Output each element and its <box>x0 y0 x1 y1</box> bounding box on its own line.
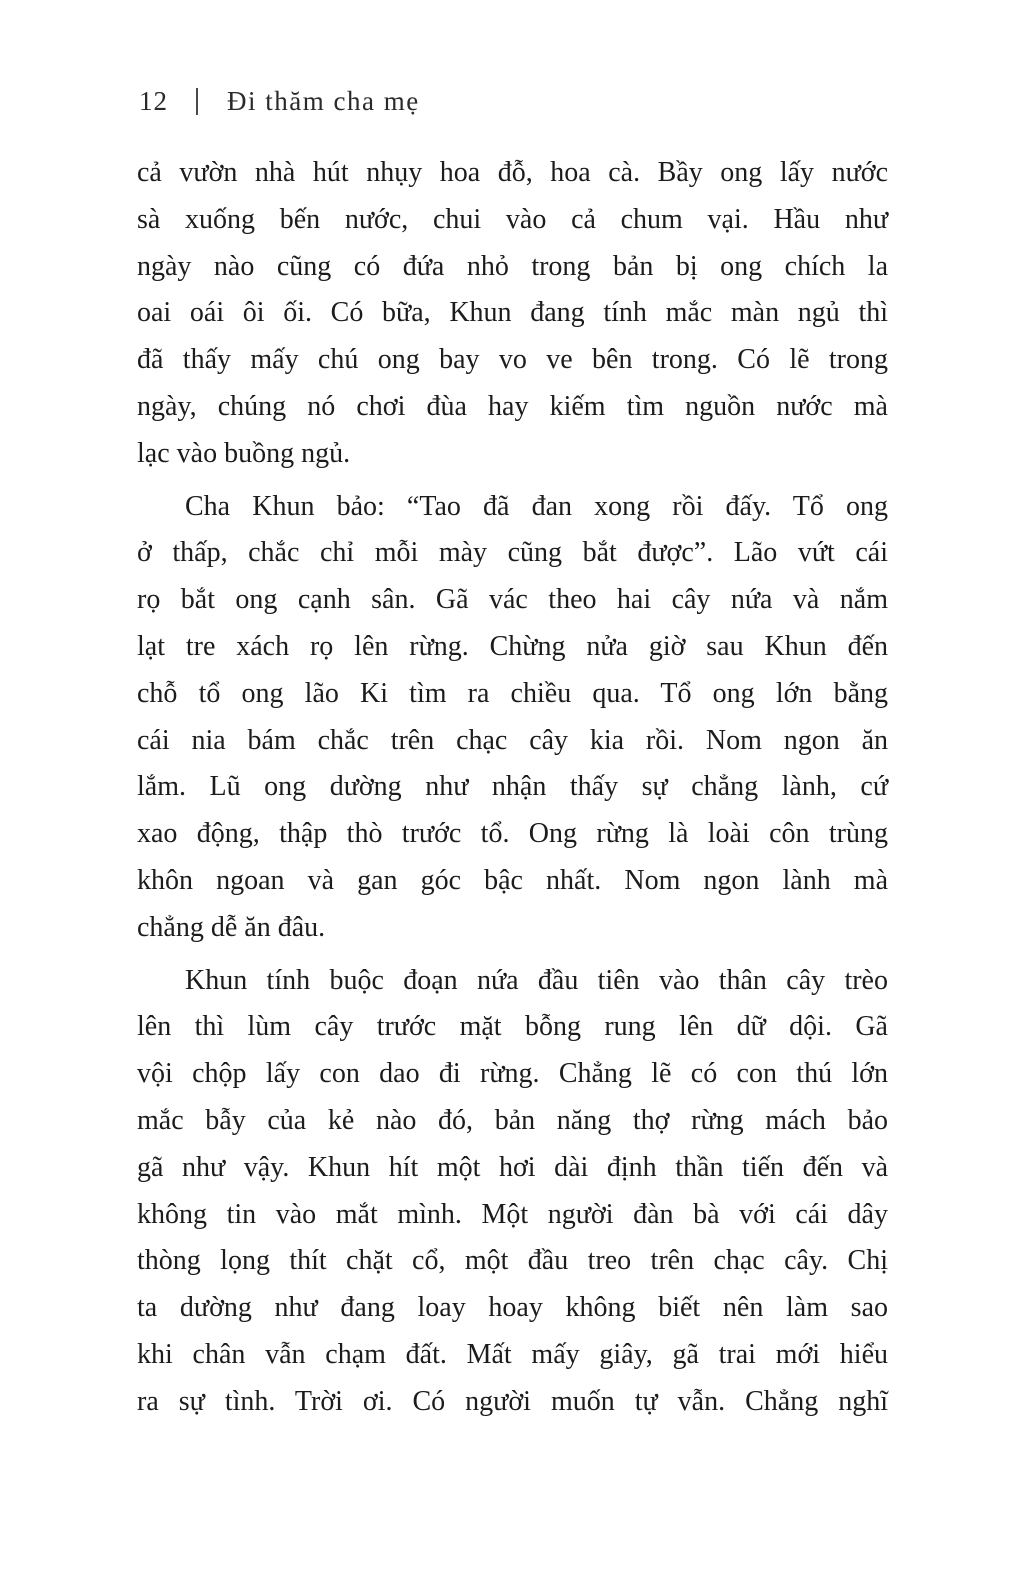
running-header <box>139 86 420 117</box>
text-line: không tin vào mắt mình. Một người đàn bà với cái dây <box>137 1198 888 1230</box>
text-line: ra sự tình. Trời ơi. Có người muốn tự vẫn. Chẳng nghĩ <box>137 1385 888 1417</box>
text-line: cái nia bám chắc trên chạc cây kia rồi. Nom ngon ăn <box>137 724 888 756</box>
page-number: 12 <box>139 86 168 116</box>
text-line: khôn ngoan và gan góc bậc nhất. Nom ngon lành mà <box>137 864 888 896</box>
paragraph <box>137 150 888 478</box>
text-line: cả vườn nhà hút nhụy hoa đỗ, hoa cà. Bầy ong lấy nước <box>137 157 888 188</box>
text-line: mắc bẫy của kẻ nào đó, bản năng thợ rừng mách bảo <box>137 1104 888 1136</box>
text-line: Cha Khun bảo: “Tao đã đan xong rồi đấy. Tổ ong <box>185 490 888 522</box>
text-line: rọ bắt ong cạnh sân. Gã vác theo hai cây nứa và nắm <box>137 584 888 616</box>
text-line: Khun tính buộc đoạn nứa đầu tiên vào thân cây trèo <box>185 964 888 996</box>
text-line: gã như vậy. Khun hít một hơi dài định thần tiến đến và <box>137 1151 888 1183</box>
text-line: oai oái ôi ối. Có bữa, Khun đang tính mắc màn ngủ thì <box>137 297 888 329</box>
text-line: đã thấy mấy chú ong bay vo ve bên trong. Có lẽ trong <box>137 344 888 376</box>
paragraph <box>137 484 888 952</box>
text-line: khi chân vẫn chạm đất. Mất mấy giây, gã trai mới hiểu <box>137 1338 888 1370</box>
body-text <box>137 150 888 1426</box>
text-line: vội chộp lấy con dao đi rừng. Chẳng lẽ có con thú lớn <box>137 1058 888 1090</box>
text-line: lên thì lùm cây trước mặt bỗng rung lên dữ dội. Gã <box>137 1011 888 1043</box>
text-line: chỗ tổ ong lão Ki tìm ra chiều qua. Tổ ong lớn bằng <box>137 677 888 709</box>
text-line: lạc vào buồng ngủ. <box>137 437 351 469</box>
text-line: lạt tre xách rọ lên rừng. Chừng nửa giờ sau Khun đến <box>137 630 888 662</box>
text-line: ta dường như đang loay hoay không biết nên làm sao <box>137 1292 888 1324</box>
running-title: Đi thăm cha mẹ <box>227 86 420 116</box>
text-line: sà xuống bến nước, chui vào cả chum vại. Hầu như <box>137 203 888 235</box>
text-line: xao động, thập thò trước tổ. Ong rừng là loài côn trùng <box>137 818 888 850</box>
paragraph <box>137 958 888 1426</box>
text-line: lắm. Lũ ong dường như nhận thấy sự chẳng lành, cứ <box>137 771 888 803</box>
header-divider <box>196 88 198 115</box>
text-line: ngày, chúng nó chơi đùa hay kiếm tìm nguồn nước mà <box>137 390 888 422</box>
text-line: ở thấp, chắc chỉ mỗi mày cũng bắt được”. Lão vứt cái <box>137 537 888 569</box>
text-line: thòng lọng thít chặt cổ, một đầu treo trên chạc cây. Chị <box>137 1245 888 1277</box>
text-line: chẳng dễ ăn đâu. <box>137 911 326 943</box>
text-line: ngày nào cũng có đứa nhỏ trong bản bị ong chích la <box>137 250 888 282</box>
